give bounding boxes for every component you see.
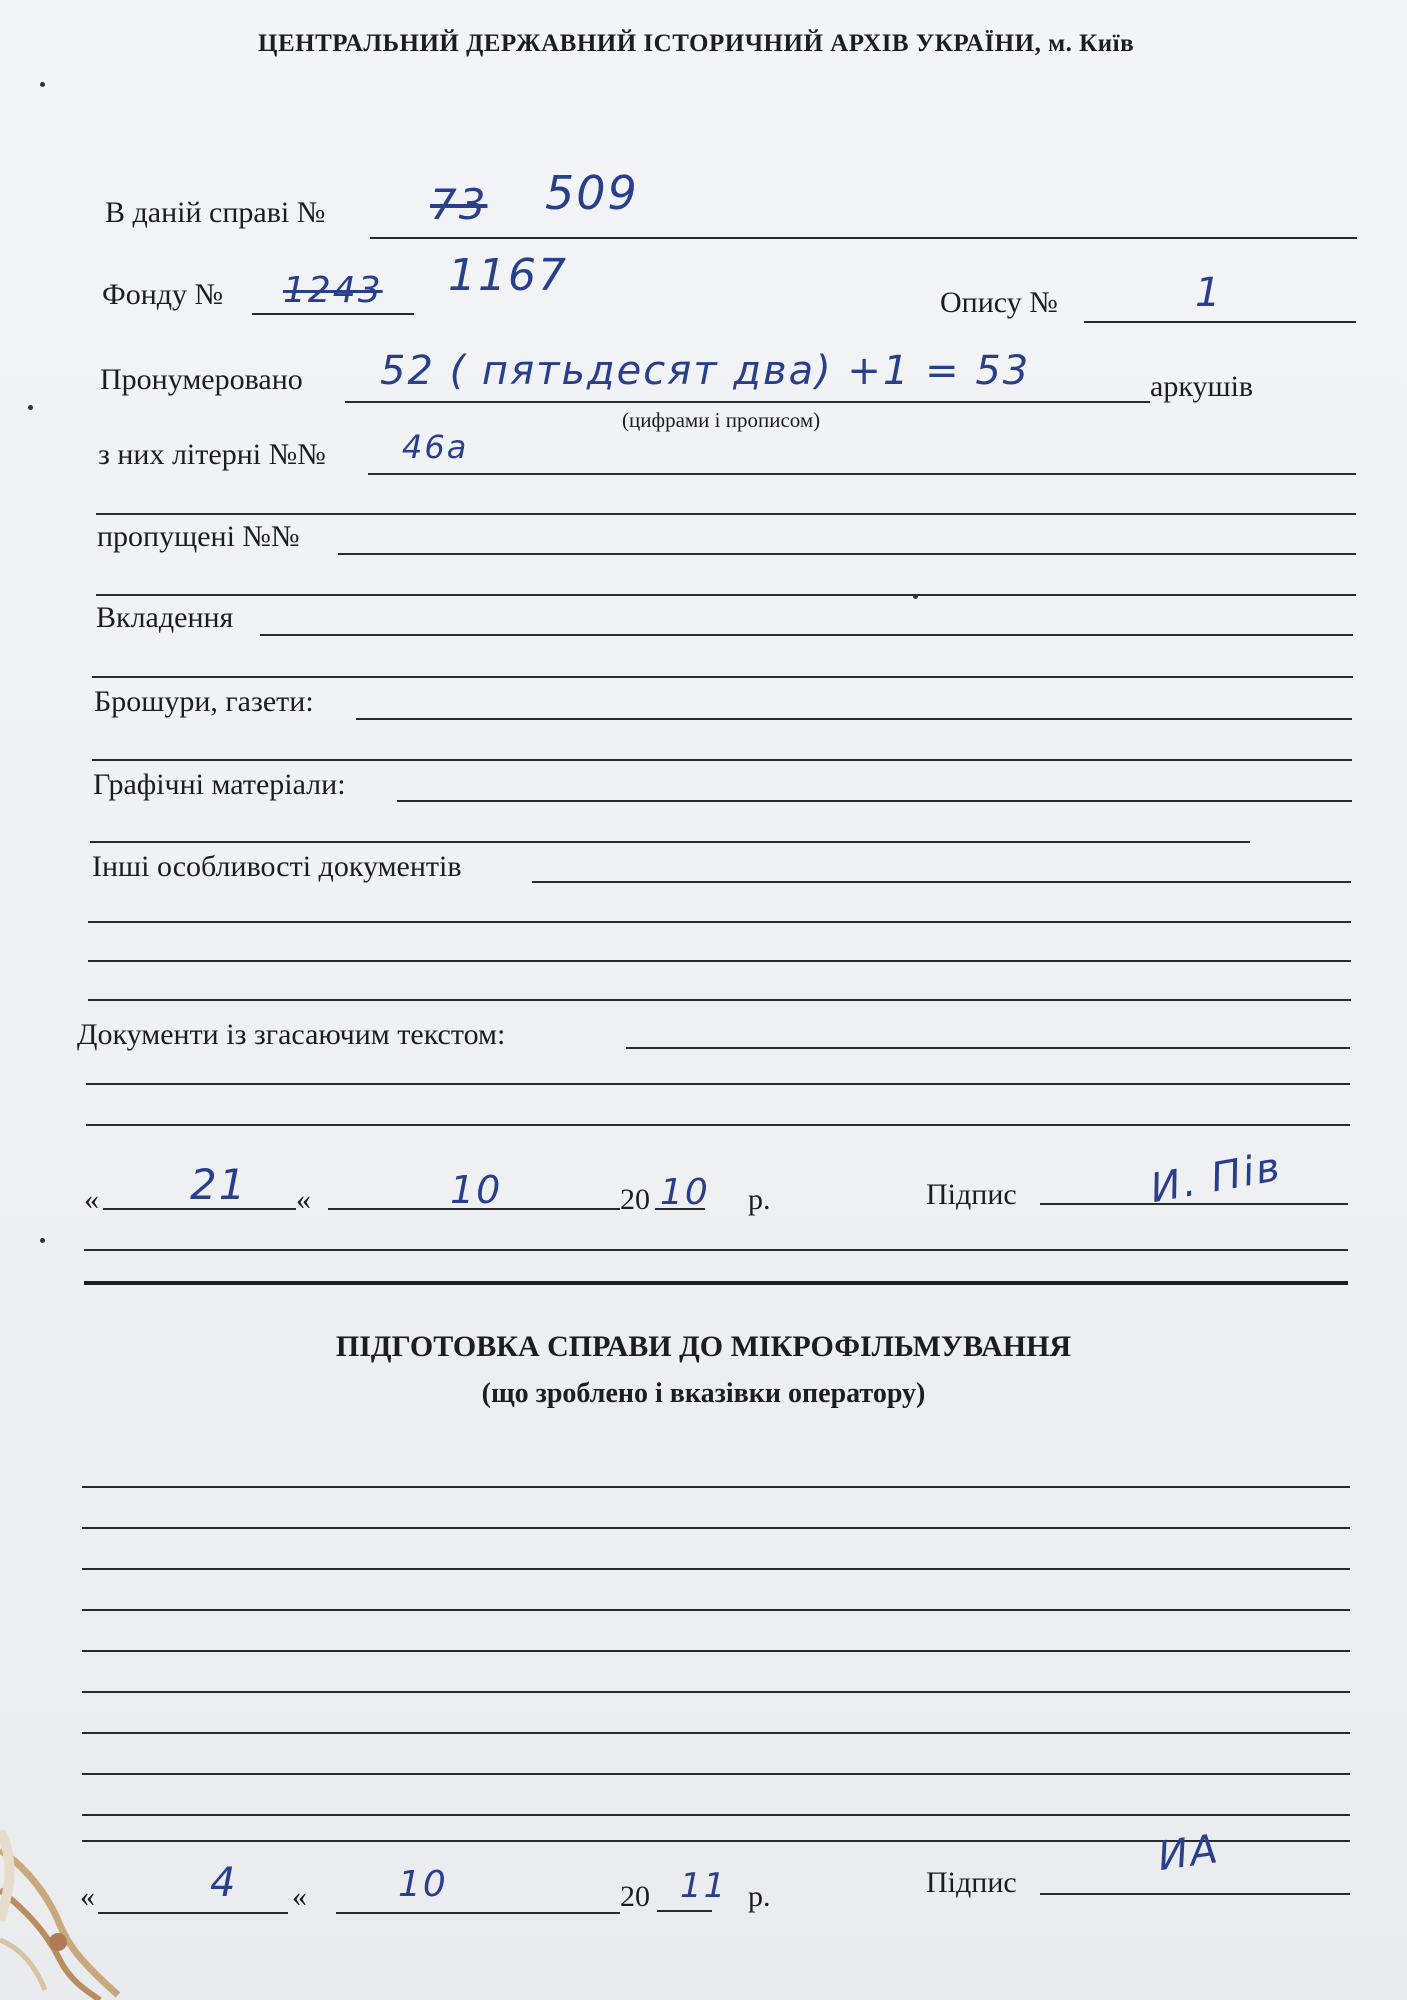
letter-numbers-line-2: [96, 513, 1356, 515]
paper-speck: [28, 405, 33, 410]
microfilm-line-9: [82, 1814, 1350, 1816]
other-features-line: [532, 881, 1351, 883]
date1-day: 21: [190, 1160, 248, 1209]
graphic-materials-line: [397, 800, 1352, 802]
letter-numbers-label: з них літерні №№: [98, 438, 326, 471]
fading-text-line: [626, 1047, 1350, 1049]
date2-day: 4: [210, 1860, 238, 1906]
date2-day-line: [98, 1912, 288, 1914]
microfilm-line-1: [82, 1486, 1350, 1488]
date1-year-line: [655, 1208, 705, 1210]
enclosures-line: [260, 634, 1353, 636]
date1-month-line: [328, 1208, 620, 1210]
numbered-sheets-label: Пронумеровано: [100, 363, 303, 396]
missing-numbers-line-2: [96, 594, 1356, 596]
fading-text-line-2: [86, 1083, 1350, 1085]
graphic-materials-line-2: [90, 841, 1250, 843]
fading-text-label: Документи із згасаючим текстом:: [77, 1018, 506, 1051]
microfilm-line-4: [82, 1609, 1350, 1611]
date1-day-line: [103, 1208, 296, 1210]
other-features-label: Інші особливості документів: [92, 850, 462, 883]
signature2: ИА: [1155, 1825, 1223, 1881]
date1-open-quote: «: [84, 1183, 99, 1216]
opys-number-line: [1084, 321, 1356, 323]
microfilm-line-6: [82, 1691, 1350, 1693]
opys-number-label: Опису №: [940, 286, 1058, 319]
date2-year-suffix: 11: [680, 1866, 728, 1906]
letter-numbers-value: 46а: [402, 428, 469, 466]
opys-number-value: 1: [1195, 270, 1223, 316]
date1-close-quote: «: [296, 1183, 311, 1216]
signature2-line: [1040, 1893, 1350, 1895]
other-features-line-4: [88, 999, 1351, 1001]
date2-year-prefix: 20: [620, 1880, 650, 1913]
date1-extra-line: [84, 1249, 1348, 1251]
signature1-line: [1040, 1203, 1348, 1205]
paper-speck: [40, 1238, 45, 1243]
brochures-line: [356, 718, 1352, 720]
case-number-value: 509: [545, 166, 639, 220]
date1-month: 10: [450, 1168, 503, 1212]
paper-speck: [40, 82, 45, 87]
microfilm-line-7: [82, 1732, 1350, 1734]
microfilm-section-subtitle: (що зроблено і вказівки оператору): [481, 1378, 926, 1409]
binding-thread-image: [0, 1830, 120, 2000]
date2-year-unit: р.: [748, 1880, 771, 1913]
numbered-sheets-hint: (цифрами і прописом): [622, 408, 821, 432]
date2-month-line: [336, 1912, 620, 1914]
enclosures-line-2: [92, 676, 1353, 678]
date1-year-unit: р.: [748, 1183, 771, 1216]
fond-number-label: Фонду №: [102, 278, 224, 311]
numbered-sheets-unit: аркушів: [1150, 370, 1254, 403]
date1-year-suffix: 10: [660, 1172, 710, 1213]
date2-month: 10: [398, 1864, 448, 1905]
missing-numbers-label: пропущені №№: [97, 520, 300, 553]
section-divider: [84, 1281, 1348, 1285]
archive-header-title: ЦЕНТРАЛЬНИЙ ДЕРЖАВНИЙ ІСТОРИЧНИЙ АРХІВ УКРАЇНИ, м. Київ: [258, 30, 1135, 57]
letter-numbers-line: [368, 473, 1356, 475]
microfilm-line-8: [82, 1773, 1350, 1775]
brochures-label: Брошури, газети:: [94, 685, 314, 718]
fond-number-value: 1167: [448, 250, 568, 301]
fading-text-line-3: [86, 1124, 1350, 1126]
date2-open-quote: «: [80, 1880, 95, 1913]
fond-number-struck-value: 1243: [283, 270, 383, 311]
numbered-sheets-value: 52 ( пятьдесят два) +1 = 53: [380, 348, 1031, 394]
signature2-label: Підпис: [926, 1866, 1017, 1899]
microfilm-line-5: [82, 1650, 1350, 1652]
microfilm-line-3: [82, 1568, 1350, 1570]
date2-close-quote: «: [292, 1880, 307, 1913]
microfilm-section-title: ПІДГОТОВКА СПРАВИ ДО МІКРОФІЛЬМУВАННЯ: [335, 1330, 1072, 1363]
signature1: И. Пів: [1147, 1143, 1286, 1213]
graphic-materials-label: Графічні матеріали:: [93, 768, 346, 801]
other-features-line-3: [88, 960, 1351, 962]
paper-speck: [913, 594, 918, 599]
case-number-line: [370, 237, 1357, 239]
case-number-struck-value: 73: [430, 180, 488, 229]
date1-year-prefix: 20: [620, 1183, 650, 1216]
signature1-label: Підпис: [926, 1178, 1017, 1211]
enclosures-label: Вкладення: [96, 601, 234, 634]
date2-year-line: [657, 1910, 712, 1912]
other-features-line-2: [88, 921, 1351, 923]
missing-numbers-line: [338, 553, 1356, 555]
numbered-sheets-line: [345, 401, 1150, 403]
case-number-label: В даній справі №: [105, 196, 326, 229]
brochures-line-2: [92, 759, 1352, 761]
fond-number-line: [252, 313, 414, 315]
microfilm-line-2: [82, 1527, 1350, 1529]
